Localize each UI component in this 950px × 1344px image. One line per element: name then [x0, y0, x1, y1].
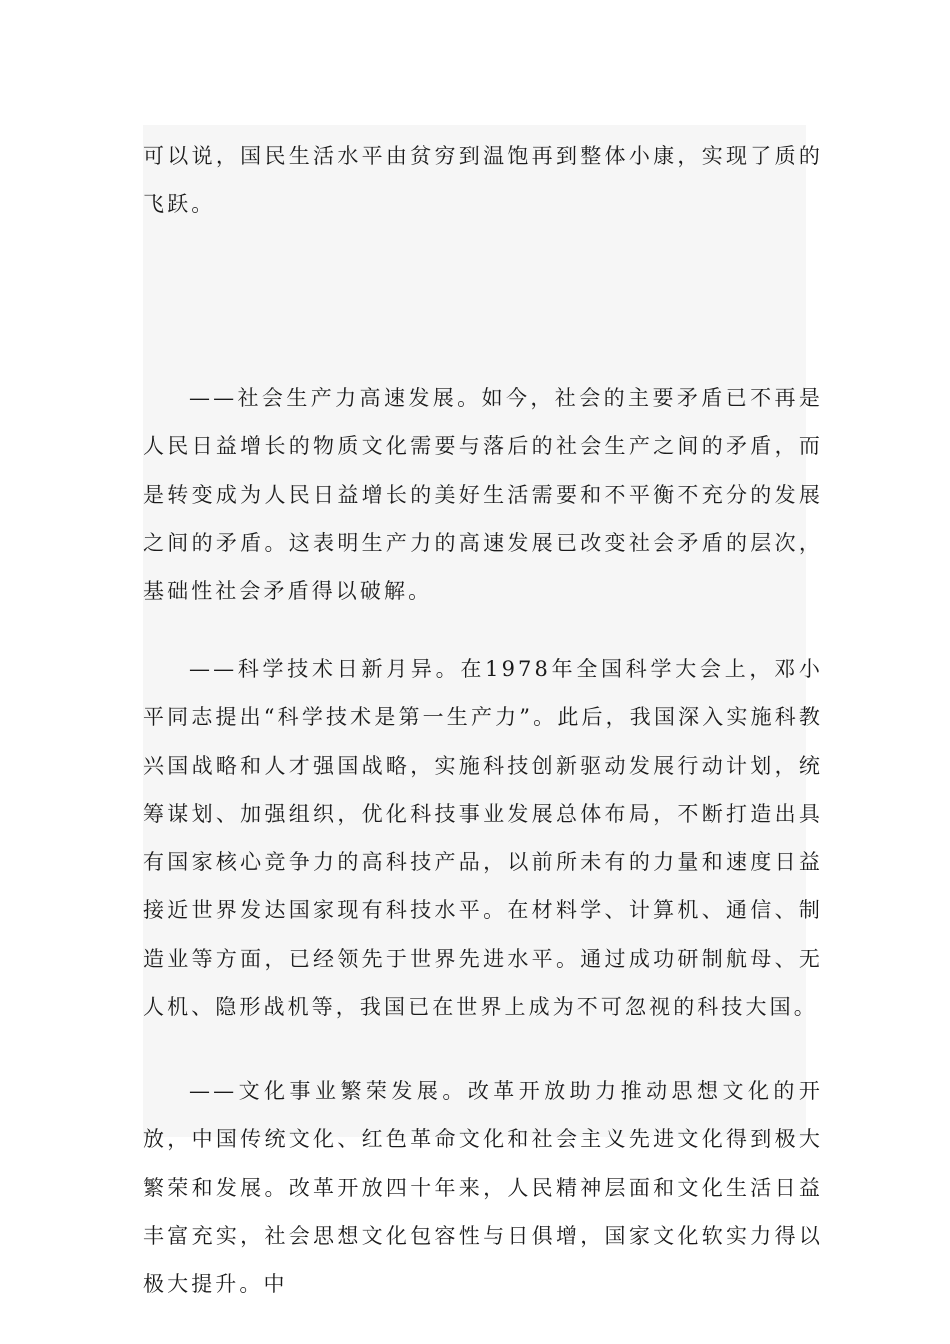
- paragraph-1: 可以说，国民生活水平由贫穷到温饱再到整体小康，实现了质的飞跃。: [143, 144, 823, 217]
- paragraph-4: ——文化事业繁荣发展。改革开放助力推动思想文化的开放，中国传统文化、红色革命文化和社会主义先进文化得到极大繁荣和发展。改革开放四十年来，人民精神层面和文化生活日益丰富充实，社会思想文化包容性与日俱增，国家文化软实力得以极大提升。中: [143, 1079, 823, 1297]
- text-block: [143, 125, 823, 1297]
- paragraph-3: ——科学技术日新月异。在1978年全国科学大会上，邓小平同志提出“科学技术是第一生产力”。此后，我国深入实施科教兴国战略和人才强国战略，实施科技创新驱动发展行动计划，统筹谋划、加强组织，优化科技事业发展总体布局，不断打造出具有国家核心竞争力的高科技产品，以前所未有的力量和速度日益接近世界发达国家现有科技水平。在材料学、计算机、通信、制造业等方面，已经领先于世界先进水平。通过成功研制航母、无人机、隐形战机等，我国已在世界上成为不可忽视的科技大国。: [143, 657, 823, 1020]
- paragraph-2: ——社会生产力高速发展。如今，社会的主要矛盾已不再是人民日益增长的物质文化需要与落后的社会生产之间的矛盾，而是转变成为人民日益增长的美好生活需要和不平衡不充分的发展之间的矛盾。这表明生产力的高速发展已改变社会矛盾的层次，基础性社会矛盾得以破解。: [143, 386, 823, 604]
